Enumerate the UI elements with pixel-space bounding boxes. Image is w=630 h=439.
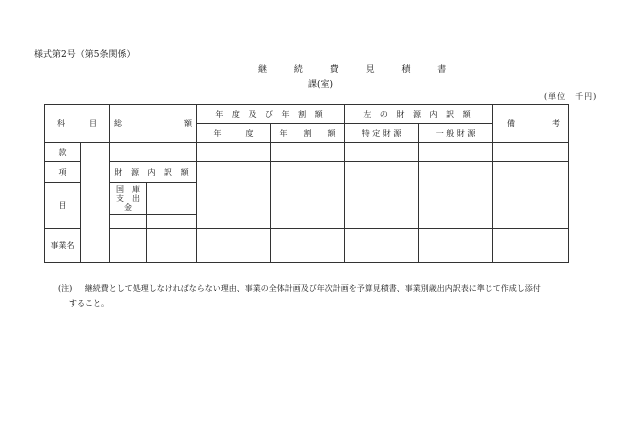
nenwari-header: 年 割 額 [271, 124, 345, 143]
tokutei-cell-2 [345, 162, 419, 229]
nendo-cell-3 [197, 229, 271, 263]
nendo-header: 年 度 [197, 124, 271, 143]
kan-label: 款 [45, 143, 81, 162]
zaigen-uchiwake-label: 財 源 内 訳 額 [110, 162, 197, 183]
note-text-1: 継続費として処理しなければならない理由、事業の全体計画及び年次計画を予算見積書、事業別歳出内訳表に準じて作成し添付 [84, 284, 541, 293]
note-line-1 [58, 283, 541, 294]
source-cell-3a [110, 229, 147, 263]
tokutei-cell-1 [345, 143, 419, 162]
source-cell-3b [147, 229, 197, 263]
nenwari-cell-3 [271, 229, 345, 263]
section-label: 課(室) [308, 80, 334, 90]
document-title: 継 続 費 見 積 書 [258, 65, 459, 75]
ippan-header: 一 般 財 源 [419, 124, 493, 143]
kamoku-header: 科 目 [45, 105, 110, 143]
kou-label: 項 [45, 162, 81, 183]
tokutei-cell-3 [345, 229, 419, 263]
tokutei-header: 特 定 財 源 [345, 124, 419, 143]
sougaku-cell-1 [110, 143, 197, 162]
jigyou-label: 事業名 [45, 229, 81, 263]
kokko-value-cell [147, 183, 197, 215]
ippan-cell-3 [419, 229, 493, 263]
ippan-cell-2 [419, 162, 493, 229]
nenwari-cell-1 [271, 143, 345, 162]
nendo-group-header: 年 度 及 び 年 割 額 [197, 105, 345, 124]
biko-cell-1 [493, 143, 569, 162]
note-label: (注) [58, 284, 73, 293]
biko-cell-2 [493, 162, 569, 229]
nendo-cell-1 [197, 143, 271, 162]
nendo-cell-2 [197, 162, 271, 229]
biko-cell-3 [493, 229, 569, 263]
kokko-label: 国 庫 支 出 金 [110, 183, 147, 215]
zaigen-group-header: 左 の 財 源 内 訳 額 [345, 105, 493, 124]
source-cell-2b [147, 215, 197, 229]
moku-label: 目 [45, 183, 81, 229]
unit-label: (単位 千円) [544, 92, 598, 101]
biko-header: 備 考 [493, 105, 569, 143]
estimate-table [44, 104, 569, 263]
source-cell-2a [110, 215, 147, 229]
note-line-2: すること。 [69, 299, 109, 308]
nenwari-cell-2 [271, 162, 345, 229]
ippan-cell-1 [419, 143, 493, 162]
sougaku-header: 総 額 [110, 105, 197, 143]
kamoku-value-cell [81, 143, 110, 263]
form-number: 様式第2号（第5条関係） [34, 50, 136, 60]
